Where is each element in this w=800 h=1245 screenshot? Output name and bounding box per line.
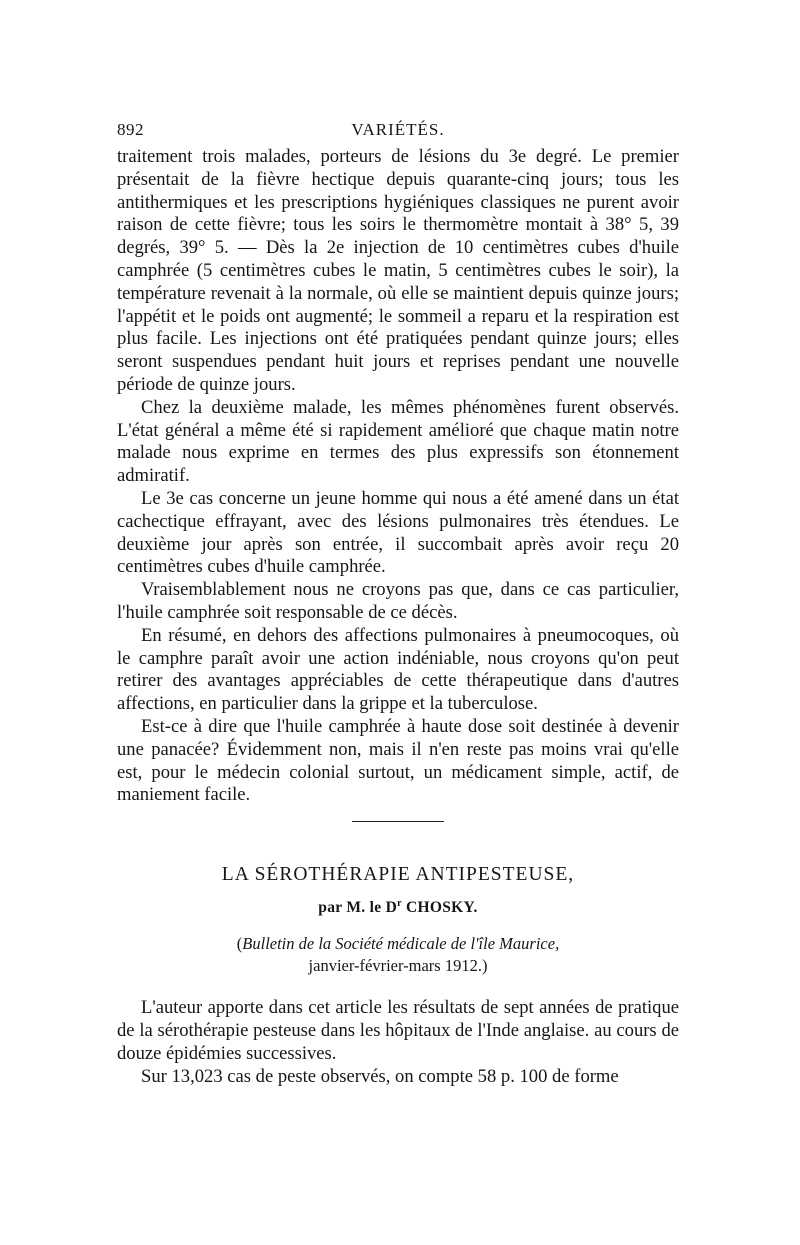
paragraph-probability: Vraisemblablement nous ne croyons pas que, dans ce cas particulier, l'huile camphrée soit responsable de ce décès. [117, 579, 679, 623]
paragraph-continuation: traitement trois malades, porteurs de lésions du 3e degré. Le premier présentait de la fièvre hectique depuis quarante-cinq jours; tous les antithermiques et les prescriptions hygiéniques classiques ne purent avoir raison de cette fièvre; tous les soirs le thermomètre montait à 38° 5, 39 degrés, 39° 5. — Dès la 2e injection de 10 centimètres cubes d'huile camphrée (5 centimètres cubes le matin, 5 centimètres cubes le soir), la température revenait à la normale, où elle se maintient depuis quinze jours; l'appétit et le poids ont augmenté; le sommeil a reparu et la respiration est plus facile. Les injections ont été pratiquées pendant quinze jours; elles seront suspendues pendant huit jours et reprises pendant une nouvelle période de quinze jours. [117, 146, 679, 395]
article-byline [117, 898, 679, 917]
source-paren: ( [236, 934, 243, 954]
paragraph-second-patient: Chez la deuxième malade, les mêmes phénomènes furent observés. L'état général a même été si rapidement amélioré que chaque matin notre malade nous exprime en termes des plus expressifs son étonnement admiratif. [117, 396, 679, 487]
page-number: 892 [117, 120, 144, 139]
article-title: LA SÉROTHÉRAPIE ANTIPESTEUSE, [221, 864, 575, 886]
source-journal: Bulletin de la Société médicale de l'île Maurice, [242, 934, 560, 954]
article-source [117, 933, 679, 977]
running-title: VARIÉTÉS. [351, 120, 445, 139]
document-page [117, 118, 679, 1088]
page-header [117, 118, 679, 146]
section-divider [352, 821, 444, 822]
paragraph-conclusion: Est-ce à dire que l'huile camphrée à haute dose soit destinée à devenir une panacée? Évidemment non, mais il n'en reste pas moins vrai qu'elle est, pour le médecin colonial surtout, un médicament simple, actif, de maniement facile. [117, 715, 679, 806]
source-dates: janvier-février-mars 1912.) [308, 956, 488, 976]
paragraph-third-case: Le 3e cas concerne un jeune homme qui nous a été amené dans un état cachectique effrayant, avec des lésions pulmonaires très étendues. Le deuxième jour après son entrée, il succombait après avoir reçu 20 centimètres cubes d'huile camphrée. [117, 487, 679, 578]
byline-superscript: r [397, 898, 402, 910]
article-paragraph-intro: L'auteur apporte dans cet article les résultats de sept années de pratique de la sérothérapie pesteuse dans les hôpitaux de l'Inde anglaise. au cours de douze épidémies successives. [117, 997, 679, 1064]
byline-prefix: par M. le D [318, 899, 398, 917]
byline-author: CHOSKY. [401, 899, 478, 917]
article-paragraph-cases: Sur 13,023 cas de peste observés, on compte 58 p. 100 de forme [141, 1065, 619, 1087]
paragraph-summary: En résumé, en dehors des affections pulmonaires à pneumocoques, où le camphre paraît avoir une action indéniable, nous croyons qu'on peut retirer des avantages appréciables de cette thérapeutique dans d'autres affections, en particulier dans la grippe et la tuberculose. [117, 624, 679, 715]
